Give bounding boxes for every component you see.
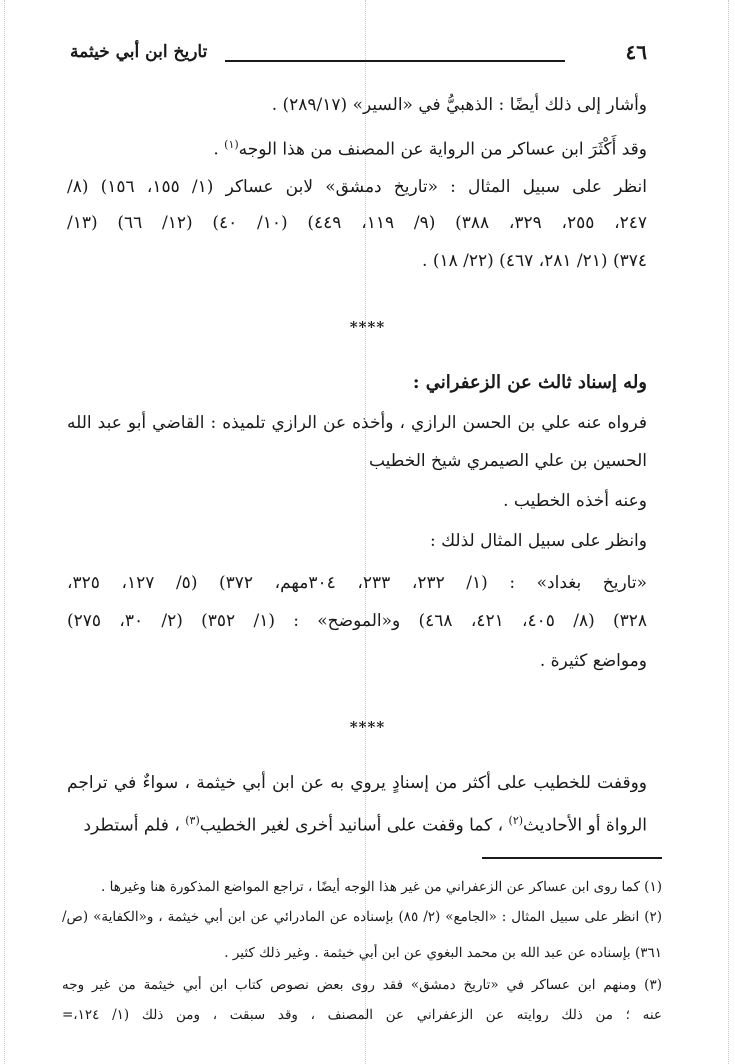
footnote-line: (٣) ومنهم ابن عساكر في «تاريخ دمشق» فقد روى بعض نصوص كتاب ابن أبي خيثمة من غير وجه [62,977,662,993]
text-line [67,808,647,839]
page-header [70,38,647,74]
section-separator: **** [349,318,386,336]
text-line: وقد أَكْثَرَ ابن عساكر من الرواية عن المصنف من هذا الوجه$^{(١)}$ . [213,138,647,160]
text-span: وقد أَكْثَرَ ابن عساكر من الرواية عن المصنف من هذا الوجه [238,139,647,160]
text-line: ٣٧٤) (٢١/ ٢٨١، ٤٦٧) (٢٢/ ١٨) . [422,251,647,271]
text-line: الحسين بن علي الصيمري شيخ الخطيب [368,451,647,471]
page-number: ٤٦ [625,40,647,64]
text-line: ٣٢٨) (٨/ ٤٠٥، ٤٢١، ٤٦٨) و«الموضح» : (١/ ٣٥٢) (٢/ ٣٠، ٢٧٥) [67,611,648,631]
running-title: تاريخ ابن أبي خيثمة [70,42,208,62]
section-separator: **** [349,718,386,736]
text-line: «تاريخ بغداد» : (١/ ٢٣٢، ٢٣٣، ٣٠٤مهم، ٣٧٢) (٥/ ١٢٧، ٣٢٥، [67,573,647,593]
text-line: وانظر على سبيل المثال لذلك : [429,531,647,551]
footnote-line: (١) كما روى ابن عساكر عن الزعفراني من غير هذا الوجه أيضًا ، تراجع المواضع المذكورة هنا وغيرها . [101,879,662,895]
footnote-line: عنه ؛ من ذلك روايته عن الزعفراني عن المصنف ، وقد سبقت ، ومن ذلك (١/ ١٢٤،= [62,1007,662,1023]
header-rule [225,60,565,62]
text-span: الرواة أو الأحاديث [523,815,647,836]
scan-guide-line [4,0,5,1064]
text-line: ومواضع كثيرة . [539,651,647,671]
footnote-line: (٢) انظر على سبيل المثال : «الجامع» (٢/ ٨٥) بإسناده عن المادرائي عن ابن أبي خيثمة ، و«الكفاية» (ص/ [62,909,663,925]
footnote-ref: (٣) [185,814,200,827]
section-heading: وله إسناد ثالث عن الزعفراني : [412,372,647,393]
text-line: ٢٤٧، ٢٥٥، ٣٢٩، ٣٨٨) (٩/ ١١٩، ٤٤٩) (١٠/ ٤٠) (١٢/ ٦٦) (١٣/ [67,213,648,233]
footnote-rule [482,857,662,859]
text-line: ووقفت للخطيب على أكثر من إسنادٍ يروي به عن ابن أبي خيثمة ، سواءٌ في تراجم [67,773,647,793]
footnote-ref: (٢) [508,814,524,827]
footnote-line: ٣٦١) بإسناده عن عبد الله بن محمد البغوي عن ابن أبي خيثمة . وغير ذلك كثير . [224,945,662,961]
text-line: وأشار إلى ذلك أيضًا : الذهبيُّ في «السير» (٢٨٩/١٧) . [271,95,647,115]
text-line: انظر على سبيل المثال : «تاريخ دمشق» لابن عساكر (١/ ١٥٥، ١٥٦) (٨/ [67,177,647,197]
text-span: ، فلم أستطرد [83,815,180,836]
text-line: وعنه أخذه الخطيب . [503,491,647,511]
text-span: ، كما وقفت على أسانيد أخرى لغير الخطيب [199,815,504,836]
footnote-ref: (١) [224,138,239,151]
text-line: فرواه عنه علي بن الحسن الرازي ، وأخذه عن الرازي تلميذه : القاضي أبو عبد الله [67,413,647,433]
scan-guide-line [728,0,729,1064]
